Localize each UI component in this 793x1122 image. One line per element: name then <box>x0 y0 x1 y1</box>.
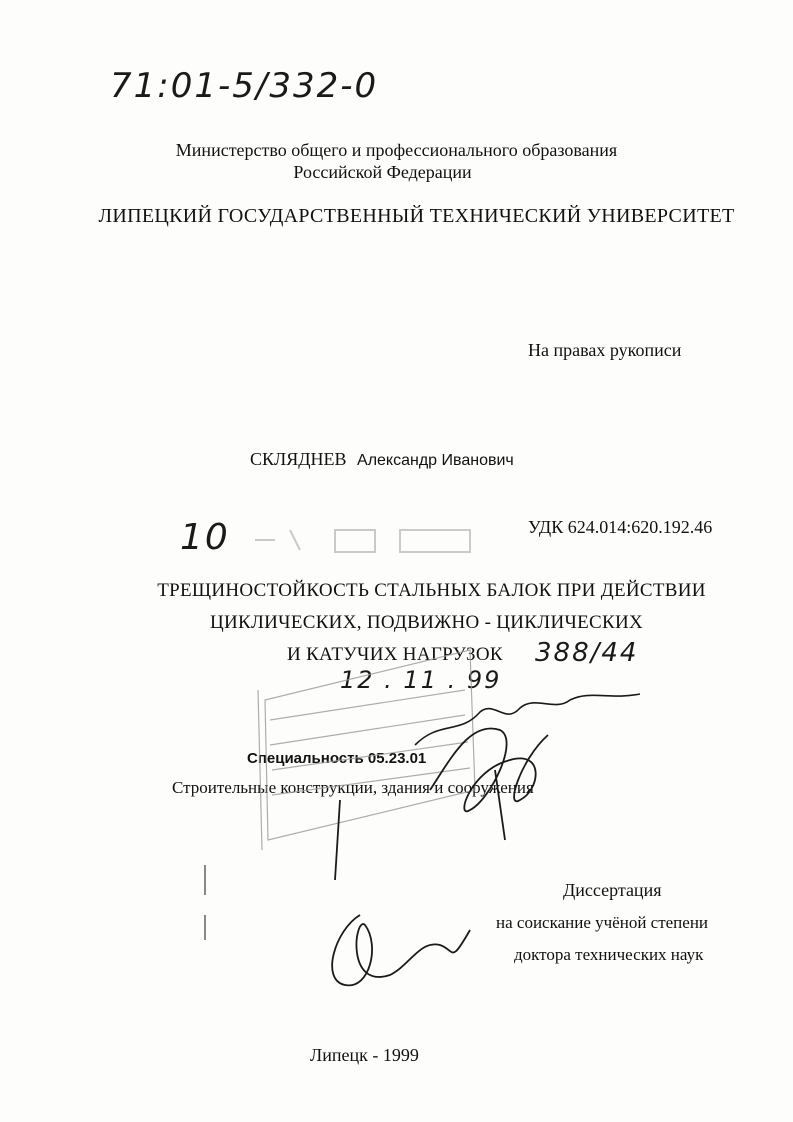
udc-code: УДК 624.014:620.192.46 <box>528 517 713 537</box>
thesis-title-line-3: И КАТУЧИХ НАГРУЗОК <box>287 644 503 665</box>
archive-code-handwritten: 71:01-5/332-0 <box>110 66 379 106</box>
manuscript-note: На правах рукописи <box>528 340 682 360</box>
stamp-number-handwritten: 10 <box>180 517 230 558</box>
thesis-title-line-1: ТРЕЩИНОСТОЙКОСТЬ СТАЛЬНЫХ БАЛОК ПРИ ДЕЙСТВИИ <box>157 580 706 601</box>
specialty-name: Строительные конструкции, здания и сооружения <box>172 778 534 797</box>
place-and-year: Липецк - 1999 <box>310 1045 419 1065</box>
university-name: ЛИПЕЦКИЙ ГОСУДАРСТВЕННЫЙ ТЕХНИЧЕСКИЙ УНИВЕРСИТЕТ <box>98 205 735 227</box>
dissertation-degree-line: на соискание учёной степени <box>496 913 709 932</box>
author-given-names: Александр Иванович <box>357 452 514 469</box>
ministry-line-1: Министерство общего и профессионального образования <box>175 140 618 160</box>
stamp-ref-handwritten: 388/44 <box>535 638 639 668</box>
library-stamp-graphic <box>258 650 475 850</box>
specialty-label: Специальность 05.23.01 <box>247 750 427 767</box>
thesis-title-line-2: ЦИКЛИЧЕСКИХ, ПОДВИЖНО - ЦИКЛИЧЕСКИХ <box>209 612 644 633</box>
dissertation-degree-type: доктора технических наук <box>514 945 704 964</box>
signature-middle <box>335 728 548 880</box>
stamp-smear-graphic <box>255 530 470 552</box>
dissertation-label: Диссертация <box>563 880 662 900</box>
handwritten-scribble <box>415 694 640 745</box>
signature-lower <box>332 915 470 985</box>
author-surname: СКЛЯДНЕВ <box>250 449 347 469</box>
ministry-line-2: Российской Федерации <box>293 162 472 182</box>
stamp-date-handwritten: 12 . 11 . 99 <box>340 666 502 694</box>
